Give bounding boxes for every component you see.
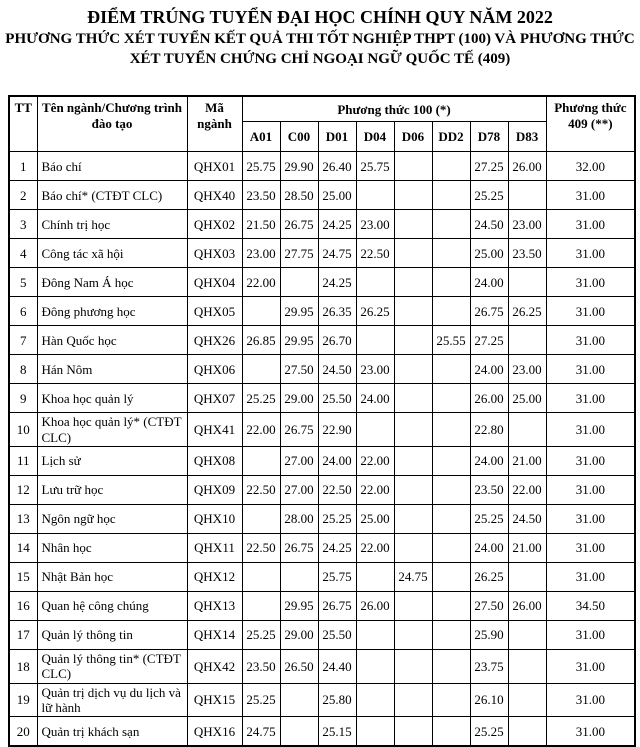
method-100-score-cell: 26.70 xyxy=(318,326,356,355)
method-100-score-cell xyxy=(432,476,470,505)
row-number-cell: 16 xyxy=(9,592,37,621)
method-100-score-cell: 24.00 xyxy=(318,447,356,476)
method-100-score-cell: 24.25 xyxy=(318,210,356,239)
header-subject-d78: D78 xyxy=(470,122,508,152)
method-409-score-cell: 31.00 xyxy=(546,505,635,534)
method-409-score-cell: 31.00 xyxy=(546,413,635,447)
table-row xyxy=(9,210,635,239)
row-number-cell: 17 xyxy=(9,621,37,650)
method-100-score-cell: 24.75 xyxy=(394,563,432,592)
program-name-cell: Hàn Quốc học xyxy=(37,326,187,355)
program-name-cell: Nhật Bản học xyxy=(37,563,187,592)
method-100-score-cell: 27.00 xyxy=(280,447,318,476)
method-100-score-cell: 25.75 xyxy=(356,152,394,181)
method-100-score-cell xyxy=(432,650,470,684)
major-code-cell: QHX11 xyxy=(187,534,242,563)
method-100-score-cell: 25.50 xyxy=(318,621,356,650)
program-name-cell: Đông Nam Á học xyxy=(37,268,187,297)
method-100-score-cell xyxy=(432,239,470,268)
method-409-score-cell: 31.00 xyxy=(546,239,635,268)
method-100-score-cell: 25.15 xyxy=(318,717,356,747)
major-code-cell: QHX41 xyxy=(187,413,242,447)
method-100-score-cell: 29.95 xyxy=(280,326,318,355)
method-100-score-cell: 25.75 xyxy=(318,563,356,592)
method-100-score-cell: 25.25 xyxy=(242,621,280,650)
header-group-row xyxy=(9,96,635,122)
method-100-score-cell: 25.00 xyxy=(470,239,508,268)
row-number-cell: 5 xyxy=(9,268,37,297)
method-100-score-cell: 25.55 xyxy=(432,326,470,355)
method-100-score-cell xyxy=(394,384,432,413)
table-row xyxy=(9,413,635,447)
method-409-score-cell: 34.50 xyxy=(546,592,635,621)
method-100-score-cell xyxy=(508,268,546,297)
method-100-score-cell: 25.25 xyxy=(242,683,280,717)
method-100-score-cell xyxy=(280,683,318,717)
method-100-score-cell: 26.00 xyxy=(356,592,394,621)
method-100-score-cell: 26.75 xyxy=(280,534,318,563)
method-100-score-cell: 26.35 xyxy=(318,297,356,326)
row-number-cell: 15 xyxy=(9,563,37,592)
method-100-score-cell xyxy=(432,717,470,747)
row-number-cell: 6 xyxy=(9,297,37,326)
title-line-1: ĐIỂM TRÚNG TUYỂN ĐẠI HỌC CHÍNH QUY NĂM 2022 xyxy=(87,7,553,27)
method-100-score-cell xyxy=(356,326,394,355)
method-409-score-cell: 31.00 xyxy=(546,717,635,747)
method-100-score-cell: 26.00 xyxy=(508,592,546,621)
method-100-score-cell xyxy=(394,181,432,210)
method-100-score-cell: 26.25 xyxy=(470,563,508,592)
table-row xyxy=(9,592,635,621)
method-100-score-cell: 25.90 xyxy=(470,621,508,650)
table-row xyxy=(9,355,635,384)
method-100-score-cell xyxy=(394,534,432,563)
method-100-score-cell xyxy=(508,563,546,592)
table-row xyxy=(9,297,635,326)
method-100-score-cell: 26.75 xyxy=(280,413,318,447)
table-header xyxy=(9,96,635,152)
method-100-score-cell xyxy=(432,413,470,447)
method-100-score-cell: 24.00 xyxy=(470,355,508,384)
method-100-score-cell xyxy=(394,717,432,747)
header-subject-d83: D83 xyxy=(508,122,546,152)
program-name-cell: Quản trị dịch vụ du lịch và lữ hành xyxy=(37,683,187,717)
method-100-score-cell xyxy=(356,621,394,650)
method-100-score-cell: 22.50 xyxy=(242,476,280,505)
row-number-cell: 20 xyxy=(9,717,37,747)
method-100-score-cell: 22.50 xyxy=(318,476,356,505)
table-row xyxy=(9,534,635,563)
table-row xyxy=(9,476,635,505)
table-row xyxy=(9,717,635,747)
header-subject-a01: A01 xyxy=(242,122,280,152)
row-number-cell: 1 xyxy=(9,152,37,181)
table-row xyxy=(9,621,635,650)
header-subject-d04: D04 xyxy=(356,122,394,152)
method-100-score-cell: 23.75 xyxy=(470,650,508,684)
method-100-score-cell xyxy=(280,717,318,747)
header-subject-dd2: DD2 xyxy=(432,122,470,152)
method-100-score-cell xyxy=(432,683,470,717)
row-number-cell: 14 xyxy=(9,534,37,563)
header-subject-d01: D01 xyxy=(318,122,356,152)
header-method-100: Phương thức 100 (*) xyxy=(242,96,546,122)
method-100-score-cell: 26.75 xyxy=(470,297,508,326)
header-subject-d06: D06 xyxy=(394,122,432,152)
table-body xyxy=(9,152,635,746)
method-100-score-cell: 26.25 xyxy=(508,297,546,326)
method-100-score-cell: 23.50 xyxy=(508,239,546,268)
row-number-cell: 9 xyxy=(9,384,37,413)
table-row xyxy=(9,650,635,684)
method-100-score-cell: 25.25 xyxy=(470,505,508,534)
row-number-cell: 4 xyxy=(9,239,37,268)
major-code-cell: QHX06 xyxy=(187,355,242,384)
method-100-score-cell: 24.00 xyxy=(356,384,394,413)
method-100-score-cell: 24.25 xyxy=(318,534,356,563)
method-100-score-cell: 22.00 xyxy=(356,447,394,476)
major-code-cell: QHX03 xyxy=(187,239,242,268)
program-name-cell: Đông phương học xyxy=(37,297,187,326)
method-100-score-cell xyxy=(432,384,470,413)
method-100-score-cell xyxy=(432,181,470,210)
method-409-score-cell: 31.00 xyxy=(546,476,635,505)
major-code-cell: QHX01 xyxy=(187,152,242,181)
table-row xyxy=(9,239,635,268)
method-100-score-cell xyxy=(432,447,470,476)
method-100-score-cell: 27.75 xyxy=(280,239,318,268)
method-100-score-cell xyxy=(432,592,470,621)
method-100-score-cell: 26.75 xyxy=(318,592,356,621)
method-100-score-cell: 26.85 xyxy=(242,326,280,355)
major-code-cell: QHX04 xyxy=(187,268,242,297)
method-100-score-cell: 24.75 xyxy=(318,239,356,268)
header-tt: TT xyxy=(9,96,37,152)
method-100-score-cell: 21.00 xyxy=(508,447,546,476)
row-number-cell: 13 xyxy=(9,505,37,534)
method-100-score-cell xyxy=(356,181,394,210)
method-100-score-cell: 22.00 xyxy=(508,476,546,505)
method-100-score-cell xyxy=(432,152,470,181)
method-100-score-cell: 23.50 xyxy=(242,650,280,684)
method-100-score-cell xyxy=(394,355,432,384)
program-name-cell: Nhân học xyxy=(37,534,187,563)
method-100-score-cell xyxy=(356,683,394,717)
method-100-score-cell: 24.50 xyxy=(318,355,356,384)
major-code-cell: QHX42 xyxy=(187,650,242,684)
method-100-score-cell xyxy=(394,413,432,447)
method-409-score-cell: 31.00 xyxy=(546,683,635,717)
program-name-cell: Lưu trữ học xyxy=(37,476,187,505)
method-100-score-cell: 27.50 xyxy=(280,355,318,384)
method-100-score-cell: 28.00 xyxy=(280,505,318,534)
method-100-score-cell: 29.90 xyxy=(280,152,318,181)
major-code-cell: QHX16 xyxy=(187,717,242,747)
method-100-score-cell: 25.25 xyxy=(318,505,356,534)
table-row xyxy=(9,384,635,413)
program-name-cell: Khoa học quản lý* (CTĐT CLC) xyxy=(37,413,187,447)
program-name-cell: Báo chí xyxy=(37,152,187,181)
table-row xyxy=(9,683,635,717)
row-number-cell: 3 xyxy=(9,210,37,239)
method-100-score-cell xyxy=(432,505,470,534)
method-100-score-cell: 29.00 xyxy=(280,384,318,413)
method-409-score-cell: 31.00 xyxy=(546,268,635,297)
method-100-score-cell: 24.00 xyxy=(470,534,508,563)
method-100-score-cell xyxy=(508,181,546,210)
table-row xyxy=(9,447,635,476)
header-program-name: Tên ngành/Chương trình đào tạo xyxy=(37,96,187,152)
method-100-score-cell xyxy=(242,297,280,326)
method-100-score-cell: 24.00 xyxy=(470,268,508,297)
method-100-score-cell: 27.25 xyxy=(470,326,508,355)
method-409-score-cell: 31.00 xyxy=(546,534,635,563)
major-code-cell: QHX10 xyxy=(187,505,242,534)
method-100-score-cell: 22.00 xyxy=(356,534,394,563)
method-100-score-cell xyxy=(394,621,432,650)
method-100-score-cell: 27.00 xyxy=(280,476,318,505)
method-100-score-cell xyxy=(508,717,546,747)
method-409-score-cell: 31.00 xyxy=(546,621,635,650)
program-name-cell: Quản lý thông tin* (CTĐT CLC) xyxy=(37,650,187,684)
method-100-score-cell xyxy=(432,268,470,297)
method-100-score-cell: 22.00 xyxy=(356,476,394,505)
row-number-cell: 12 xyxy=(9,476,37,505)
method-100-score-cell: 24.50 xyxy=(470,210,508,239)
row-number-cell: 7 xyxy=(9,326,37,355)
method-100-score-cell xyxy=(394,210,432,239)
method-100-score-cell: 23.50 xyxy=(470,476,508,505)
method-409-score-cell: 31.00 xyxy=(546,355,635,384)
method-100-score-cell: 22.50 xyxy=(242,534,280,563)
method-100-score-cell xyxy=(394,268,432,297)
method-100-score-cell xyxy=(356,268,394,297)
method-100-score-cell xyxy=(432,297,470,326)
method-100-score-cell: 23.00 xyxy=(356,210,394,239)
major-code-cell: QHX05 xyxy=(187,297,242,326)
table-row xyxy=(9,505,635,534)
row-number-cell: 2 xyxy=(9,181,37,210)
program-name-cell: Khoa học quản lý xyxy=(37,384,187,413)
method-409-score-cell: 31.00 xyxy=(546,210,635,239)
row-number-cell: 8 xyxy=(9,355,37,384)
major-code-cell: QHX12 xyxy=(187,563,242,592)
method-100-score-cell xyxy=(432,355,470,384)
program-name-cell: Công tác xã hội xyxy=(37,239,187,268)
row-number-cell: 10 xyxy=(9,413,37,447)
method-100-score-cell: 27.50 xyxy=(470,592,508,621)
method-100-score-cell: 25.25 xyxy=(242,384,280,413)
program-name-cell: Hán Nôm xyxy=(37,355,187,384)
method-100-score-cell xyxy=(394,447,432,476)
method-100-score-cell: 26.75 xyxy=(280,210,318,239)
method-100-score-cell: 29.95 xyxy=(280,297,318,326)
method-100-score-cell xyxy=(394,476,432,505)
method-100-score-cell: 22.00 xyxy=(242,413,280,447)
method-100-score-cell: 29.00 xyxy=(280,621,318,650)
method-100-score-cell: 29.95 xyxy=(280,592,318,621)
method-100-score-cell xyxy=(394,152,432,181)
method-100-score-cell xyxy=(242,563,280,592)
method-100-score-cell: 25.50 xyxy=(318,384,356,413)
method-100-score-cell: 24.00 xyxy=(470,447,508,476)
program-name-cell: Quan hệ công chúng xyxy=(37,592,187,621)
method-409-score-cell: 31.00 xyxy=(546,181,635,210)
method-100-score-cell: 23.00 xyxy=(356,355,394,384)
table-row xyxy=(9,181,635,210)
major-code-cell: QHX40 xyxy=(187,181,242,210)
method-100-score-cell xyxy=(356,650,394,684)
major-code-cell: QHX13 xyxy=(187,592,242,621)
table-row xyxy=(9,152,635,181)
method-100-score-cell: 26.40 xyxy=(318,152,356,181)
method-100-score-cell xyxy=(242,505,280,534)
method-100-score-cell xyxy=(394,239,432,268)
method-100-score-cell: 22.90 xyxy=(318,413,356,447)
admission-scores-table xyxy=(8,95,636,747)
header-major-code: Mã ngành xyxy=(187,96,242,152)
title-line-3: XÉT TUYỂN CHỨNG CHỈ NGOẠI NGỮ QUỐC TẾ (409) xyxy=(129,50,511,67)
major-code-cell: QHX14 xyxy=(187,621,242,650)
method-100-score-cell xyxy=(508,650,546,684)
method-409-score-cell: 31.00 xyxy=(546,563,635,592)
method-100-score-cell: 24.50 xyxy=(508,505,546,534)
method-409-score-cell: 31.00 xyxy=(546,447,635,476)
table-row xyxy=(9,326,635,355)
method-100-score-cell xyxy=(394,650,432,684)
method-100-score-cell: 22.50 xyxy=(356,239,394,268)
method-100-score-cell: 25.25 xyxy=(470,717,508,747)
method-100-score-cell: 25.00 xyxy=(318,181,356,210)
major-code-cell: QHX07 xyxy=(187,384,242,413)
method-100-score-cell xyxy=(432,563,470,592)
method-100-score-cell xyxy=(242,592,280,621)
method-100-score-cell xyxy=(356,413,394,447)
table-row xyxy=(9,268,635,297)
method-100-score-cell: 24.40 xyxy=(318,650,356,684)
method-100-score-cell xyxy=(508,683,546,717)
method-100-score-cell xyxy=(394,297,432,326)
method-100-score-cell: 25.00 xyxy=(356,505,394,534)
program-name-cell: Quản trị khách sạn xyxy=(37,717,187,747)
major-code-cell: QHX15 xyxy=(187,683,242,717)
method-100-score-cell xyxy=(508,413,546,447)
method-100-score-cell: 25.25 xyxy=(470,181,508,210)
method-100-score-cell: 23.00 xyxy=(508,355,546,384)
method-100-score-cell: 25.80 xyxy=(318,683,356,717)
method-409-score-cell: 31.00 xyxy=(546,297,635,326)
row-number-cell: 19 xyxy=(9,683,37,717)
method-100-score-cell: 23.00 xyxy=(242,239,280,268)
method-100-score-cell: 26.00 xyxy=(470,384,508,413)
method-100-score-cell: 26.10 xyxy=(470,683,508,717)
method-100-score-cell xyxy=(508,326,546,355)
method-100-score-cell xyxy=(432,210,470,239)
method-100-score-cell xyxy=(242,447,280,476)
method-100-score-cell: 23.50 xyxy=(242,181,280,210)
table-row xyxy=(9,563,635,592)
method-100-score-cell: 21.00 xyxy=(508,534,546,563)
method-100-score-cell: 23.00 xyxy=(508,210,546,239)
method-100-score-cell xyxy=(242,355,280,384)
method-100-score-cell: 21.50 xyxy=(242,210,280,239)
method-100-score-cell: 25.75 xyxy=(242,152,280,181)
method-100-score-cell: 27.25 xyxy=(470,152,508,181)
page-title xyxy=(0,0,640,69)
row-number-cell: 18 xyxy=(9,650,37,684)
program-name-cell: Lịch sử xyxy=(37,447,187,476)
method-409-score-cell: 31.00 xyxy=(546,384,635,413)
method-100-score-cell: 26.00 xyxy=(508,152,546,181)
major-code-cell: QHX26 xyxy=(187,326,242,355)
method-100-score-cell xyxy=(394,326,432,355)
method-409-score-cell: 31.00 xyxy=(546,650,635,684)
major-code-cell: QHX08 xyxy=(187,447,242,476)
program-name-cell: Ngôn ngữ học xyxy=(37,505,187,534)
method-100-score-cell xyxy=(280,563,318,592)
header-method-409: Phương thức 409 (**) xyxy=(546,96,635,152)
major-code-cell: QHX02 xyxy=(187,210,242,239)
method-100-score-cell xyxy=(356,717,394,747)
row-number-cell: 11 xyxy=(9,447,37,476)
program-name-cell: Chính trị học xyxy=(37,210,187,239)
method-100-score-cell: 24.75 xyxy=(242,717,280,747)
method-100-score-cell xyxy=(394,683,432,717)
method-100-score-cell: 26.50 xyxy=(280,650,318,684)
major-code-cell: QHX09 xyxy=(187,476,242,505)
method-100-score-cell: 25.00 xyxy=(508,384,546,413)
method-100-score-cell xyxy=(394,505,432,534)
program-name-cell: Báo chí* (CTĐT CLC) xyxy=(37,181,187,210)
method-100-score-cell xyxy=(280,268,318,297)
title-line-2: PHƯƠNG THỨC XÉT TUYỂN KẾT QUẢ THI TỐT NGHIỆP THPT (100) VÀ PHƯƠNG THỨC xyxy=(5,30,635,47)
method-100-score-cell xyxy=(432,621,470,650)
method-100-score-cell: 28.50 xyxy=(280,181,318,210)
method-409-score-cell: 32.00 xyxy=(546,152,635,181)
method-100-score-cell xyxy=(356,563,394,592)
method-100-score-cell xyxy=(508,621,546,650)
method-409-score-cell: 31.00 xyxy=(546,326,635,355)
method-100-score-cell: 22.80 xyxy=(470,413,508,447)
method-100-score-cell xyxy=(394,592,432,621)
method-100-score-cell: 22.00 xyxy=(242,268,280,297)
method-100-score-cell: 26.25 xyxy=(356,297,394,326)
method-100-score-cell: 24.25 xyxy=(318,268,356,297)
program-name-cell: Quản lý thông tin xyxy=(37,621,187,650)
header-subject-c00: C00 xyxy=(280,122,318,152)
method-100-score-cell xyxy=(432,534,470,563)
